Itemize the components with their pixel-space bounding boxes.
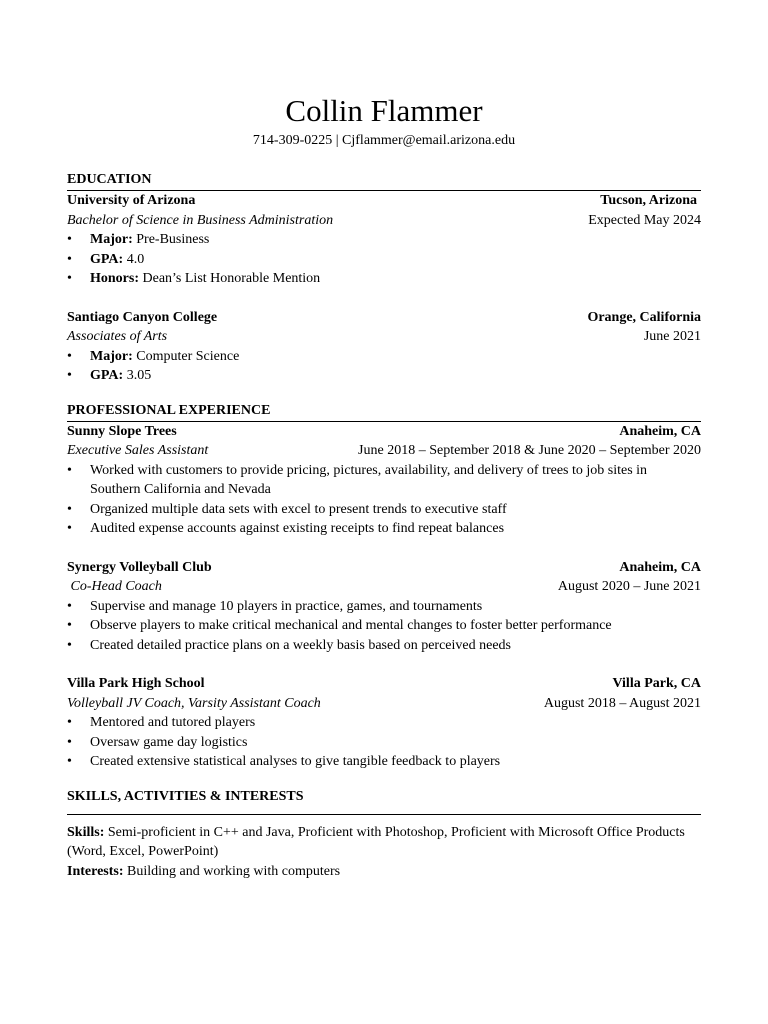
education-heading: EDUCATION (67, 172, 152, 187)
job-header (67, 558, 701, 578)
education-entry-arizona (67, 191, 701, 211)
bullet-icon: • (67, 271, 72, 286)
job-header (67, 674, 701, 694)
job-title: Co-Head Coach (67, 579, 162, 594)
bullet-icon: • (67, 368, 72, 383)
interests-label: Interests: (67, 863, 124, 879)
employer-name: Synergy Volleyball Club (67, 559, 212, 575)
job-title: Volleyball JV Coach, Varsity Assistant Coach (67, 695, 321, 711)
list-item: • Honors: Dean’s List Honorable Mention (67, 269, 701, 289)
list-item: • GPA: 3.05 (67, 366, 701, 386)
education-details-list (67, 230, 701, 289)
school-location: Tucson, Arizona (600, 193, 697, 208)
school-name: University of Arizona (67, 193, 196, 208)
bullet-icon: • (67, 462, 72, 478)
bullet-icon: • (67, 521, 72, 536)
degree-date: Expected May 2024 (588, 212, 701, 228)
job-bullets (67, 461, 701, 539)
contact-line: 714-309-0225 | Cjflammer@email.arizona.edu (252, 133, 516, 148)
resume-page (67, 92, 701, 881)
list-item: • Major: Computer Science (67, 347, 701, 367)
employer-name: Sunny Slope Trees (67, 423, 177, 439)
degree-row (67, 211, 701, 231)
skills-divider (67, 814, 701, 815)
bullet-icon: • (67, 501, 72, 517)
interests-line (67, 862, 701, 882)
employer-location: Anaheim, CA (619, 423, 701, 439)
list-item: • Organized multiple data sets with excel to present trends to executive staff (67, 500, 701, 520)
list-item: • Supervise and manage 10 players in practice, games, and tournaments (67, 597, 701, 617)
job-dates: June 2018 – September 2018 & June 2020 – September 2020 (358, 443, 701, 458)
job-header (67, 422, 701, 442)
bullet-icon: • (67, 618, 72, 633)
candidate-name: Collin Flammer (285, 93, 483, 128)
degree: Bachelor of Science in Business Administration (67, 212, 334, 228)
bullet-icon: • (67, 754, 72, 769)
employer-name: Villa Park High School (67, 676, 205, 691)
skills-label: Skills: (67, 824, 105, 840)
list-item: • Created extensive statistical analyses to give tangible feedback to players (67, 752, 701, 772)
job-bullets (67, 597, 701, 656)
list-item: • Mentored and tutored players (67, 713, 701, 733)
job-title-row (67, 694, 701, 714)
list-item: • Created detailed practice plans on a weekly basis based on perceived needs (67, 636, 701, 656)
skills-line (67, 823, 701, 862)
bullet-icon: • (67, 251, 72, 267)
experience-heading: PROFESSIONAL EXPERIENCE (67, 402, 271, 418)
education-entry-santiago (67, 308, 701, 328)
list-item: • Observe players to make critical mechanical and mental changes to foster better performance (67, 616, 701, 636)
degree: Associates of Arts (67, 329, 168, 344)
skills-value: Semi-proficient in C++ and Java, Proficient with Photoshop, Proficient with Microsoft Office Products (Word, Excel, PowerPoint) (67, 824, 685, 859)
education-details-list (67, 347, 701, 386)
job-title-row (67, 441, 701, 461)
employer-location: Villa Park, CA (612, 676, 701, 691)
list-item: • Major: Pre-Business (67, 230, 701, 250)
job-title-row (67, 577, 701, 597)
interests-value: Building and working with computers (123, 863, 341, 879)
job-dates: August 2020 – June 2021 (557, 579, 701, 594)
skills-heading: SKILLS, ACTIVITIES & INTERESTS (67, 788, 304, 804)
bullet-icon: • (67, 637, 72, 653)
skills-block (67, 823, 701, 882)
bullet-icon: • (67, 598, 72, 614)
list-item: • Oversaw game day logistics (67, 733, 701, 753)
bullet-icon: • (67, 348, 72, 364)
list-item: • Worked with customers to provide pricing, pictures, availability, and delivery of trees to job sites in Southern California and Nevada (67, 462, 648, 497)
job-dates: August 2018 – August 2021 (543, 695, 701, 711)
bullet-icon: • (67, 232, 72, 247)
degree-row (67, 327, 701, 347)
bullet-icon: • (67, 734, 72, 750)
job-title: Executive Sales Assistant (67, 443, 209, 458)
school-location: Orange, California (587, 309, 701, 325)
job-bullets (67, 713, 701, 772)
list-item: • GPA: 4.0 (67, 250, 701, 270)
list-item: • Audited expense accounts against existing receipts to find repeat balances (67, 519, 701, 539)
employer-location: Anaheim, CA (619, 559, 701, 575)
bullet-icon: • (67, 715, 72, 730)
degree-date: June 2021 (643, 329, 701, 344)
school-name: Santiago Canyon College (67, 309, 218, 325)
